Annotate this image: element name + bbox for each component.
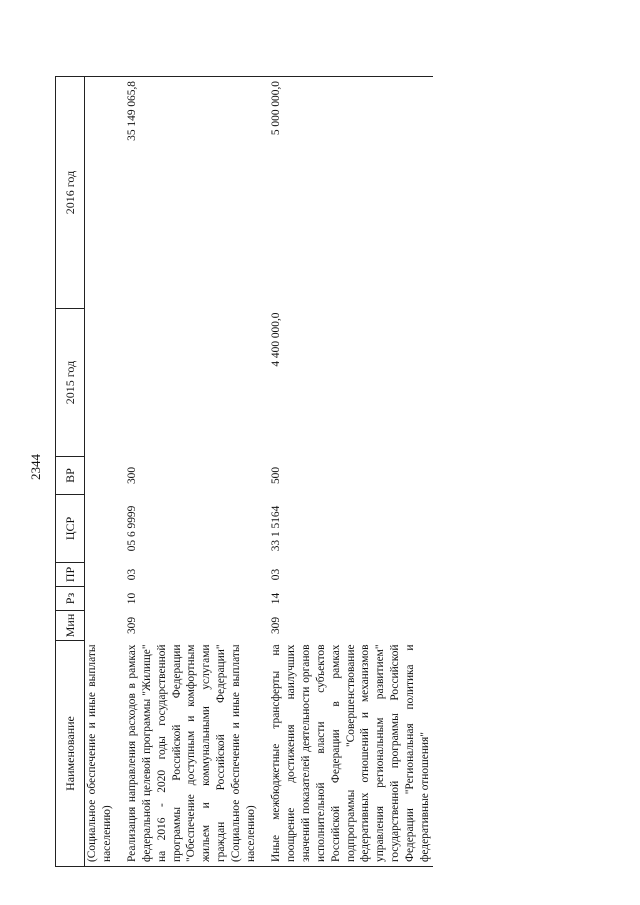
row-pr: 03 xyxy=(125,568,138,581)
row-rz: 10 xyxy=(125,592,138,605)
row-gap xyxy=(259,77,269,867)
row-csr: 05 6 9999 xyxy=(125,505,138,552)
row-min xyxy=(85,611,115,641)
table-row xyxy=(125,77,259,867)
table-header-row xyxy=(56,77,85,867)
row-min: 309 xyxy=(125,616,138,635)
row-name: Реализация направления расходов в рамках федеральной целевой программы "Жилище" на 2016 - 2020 годы государственной программы Российской Федерации "Обеспечение доступным и комфортным жильем и коммунальными услугами граждан Российской Федерации" (Социальное обеспечение и иные выплаты населению) xyxy=(125,641,259,867)
row-pr xyxy=(85,563,115,587)
row-name: (Социальное обеспечение и иные выплаты населению) xyxy=(85,641,115,867)
row-2015: 4 400 000,0 xyxy=(269,312,282,367)
header-csr: ЦСР xyxy=(56,495,85,563)
header-min: Мин xyxy=(56,611,85,641)
row-2015 xyxy=(85,309,115,457)
table-row xyxy=(85,77,115,867)
header-name: Наименование xyxy=(56,641,85,867)
page-number: 2344 xyxy=(28,454,43,480)
row-rz: 14 xyxy=(269,592,282,605)
row-csr: 33 1 5164 xyxy=(269,505,282,552)
row-2016 xyxy=(85,77,115,309)
row-pr: 03 xyxy=(269,568,282,581)
row-name: Иные межбюджетные трансферты на поощрение достижения наилучших значений показателей деятельности органов исполнительной власти субъектов Российской Федерации в рамках подпрограммы "Совершенствование федеративных отношений и механизмов управления региональным развитием" государственной программы Российской Федерации "Региональная политика и федеративные отношения" xyxy=(269,641,433,867)
row-2016: 35 149 065,8 xyxy=(125,77,259,309)
header-rz: Рз xyxy=(56,587,85,611)
budget-table xyxy=(55,76,433,867)
header-vr: ВР xyxy=(56,457,85,495)
row-2016: 5 000 000,0 xyxy=(269,77,433,309)
row-csr xyxy=(85,495,115,563)
table-row xyxy=(269,77,433,867)
row-gap xyxy=(115,77,125,867)
row-vr xyxy=(85,457,115,495)
row-min: 309 xyxy=(269,616,282,635)
header-2015: 2015 год xyxy=(56,309,85,457)
row-vr: 500 xyxy=(269,466,282,485)
row-rz xyxy=(85,587,115,611)
header-2016: 2016 год xyxy=(56,77,85,309)
header-pr: ПР xyxy=(56,563,85,587)
row-2015 xyxy=(125,309,259,457)
row-vr: 300 xyxy=(125,466,138,485)
